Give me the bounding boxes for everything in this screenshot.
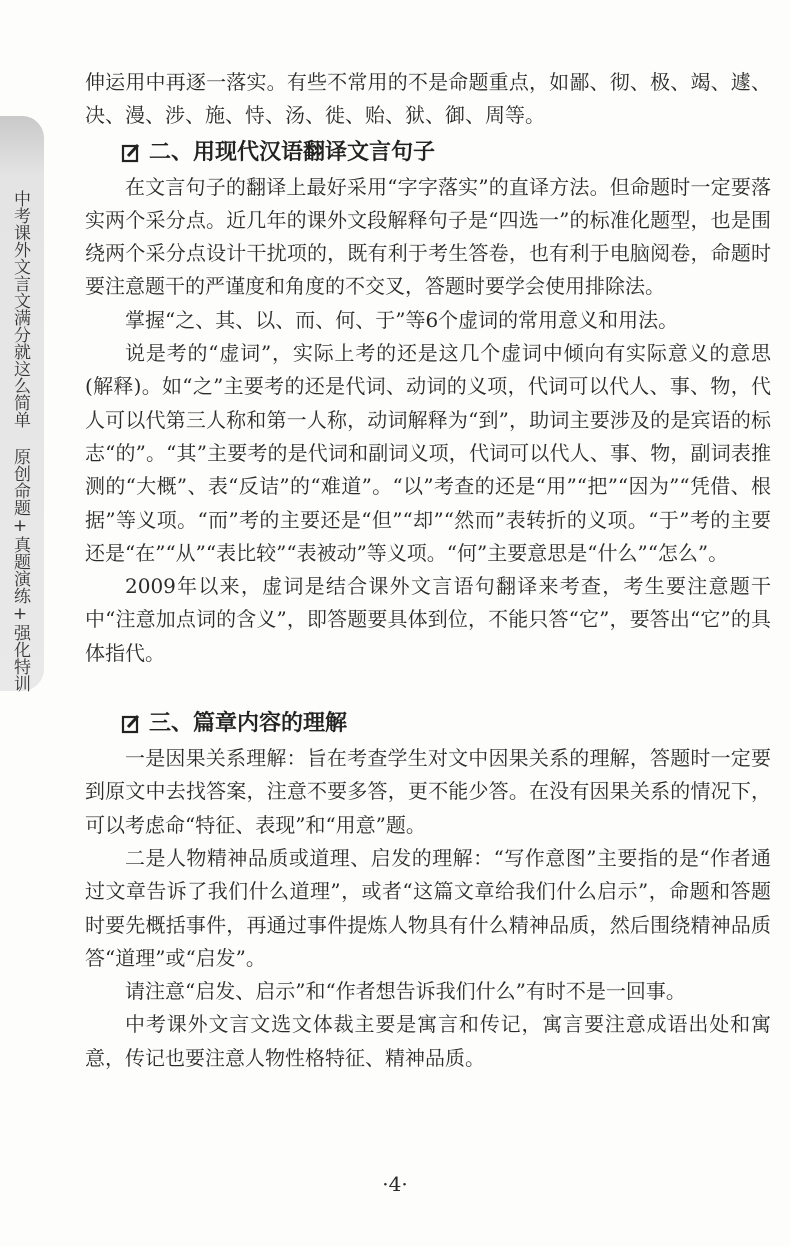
page-content bbox=[85, 66, 771, 1075]
paragraph: 说是考的“虚词”，实际上考的还是这几个虚词中倾向有实际意义的意思(解释)。如“之”主要考的还是代词、动词的义项，代词可以代人、事、物，代人可以代第三人称和第一人称，动词解释为“到”，助词主要涉及的是宾语的标志“的”。“其”主要考的是代词和副词义项，代词可以代人、事、物，副词表推测的“大概”、表“反诘”的“难道”。“以”考查的还是“用”“把”“因为”“凭借、根据”等义项。“而”考的主要还是“但”“却”“然而”表转折的义项。“于”考的主要还是“在”“从”“表比较”“表被动”等义项。“何”主要意思是“什么”“怎么”。 bbox=[85, 341, 771, 565]
section-2-heading bbox=[121, 135, 771, 171]
paragraph: 二是人物精神品质或道理、启发的理解：“写作意图”主要指的是“作者通过文章告诉了我们什么道理”，或者“这篇文章给我们什么启示”，命题和答题时要先概括事件，再通过事件提炼人物具有什么精神品质，然后围绕精神品质答“道理”或“启发”。 bbox=[85, 845, 771, 970]
section-3-heading bbox=[121, 706, 771, 742]
section-3-title: 三、篇章内容的理解 bbox=[149, 711, 348, 737]
paragraph: 请注意“启发、启示”和“作者想告诉我们什么”有时不是一回事。 bbox=[125, 979, 686, 1004]
edit-pen-icon bbox=[121, 714, 141, 734]
intro-paragraph: 伸运用中再逐一落实。有些不常用的不是命题重点，如鄙、彻、极、竭、遽、决、漫、涉、施、恃、汤、徙、贻、狱、御、周等。 bbox=[85, 70, 771, 128]
section-2-title: 二、用现代汉语翻译文言句子 bbox=[149, 139, 436, 165]
paragraph: 在文言句子的翻译上最好采用“字字落实”的直译方法。但命题时一定要落实两个采分点。近几年的课外文段解释句子是“四选一”的标准化题型，也是围绕两个采分点设计干扰项的，既有利于考生答卷，也有利于电脑阅卷，命题时要注意题干的严谨度和角度的不交叉，答题时要学会使用排除法。 bbox=[85, 174, 771, 299]
page-number: ·4· bbox=[382, 1172, 408, 1196]
edit-pen-icon bbox=[121, 143, 141, 163]
book-title-side-tab: 中考课外文言文满分就这么简单 原创命题+真题演练+强化特训 bbox=[10, 190, 30, 692]
paragraph: 2009年以来，虚词是结合课外文言语句翻译来考查，考生要注意题干中“注意加点词的含义”，即答题要具体到位，不能只答“它”，要答出“它”的具体指代。 bbox=[85, 574, 771, 665]
paragraph: 中考课外文言文选文体裁主要是寓言和传记，寓言要注意成语出处和寓意，传记也要注意人物性格特征、精神品质。 bbox=[85, 1012, 771, 1070]
paragraph: 掌握“之、其、以、而、何、于”等6个虚词的常用意义和用法。 bbox=[125, 307, 679, 332]
paragraph: 一是因果关系理解：旨在考查学生对文中因果关系的理解，答题时一定要到原文中去找答案，注意不要多答，更不能少答。在没有因果关系的情况下，可以考虑命“特征、表现”和“用意”题。 bbox=[85, 746, 771, 837]
